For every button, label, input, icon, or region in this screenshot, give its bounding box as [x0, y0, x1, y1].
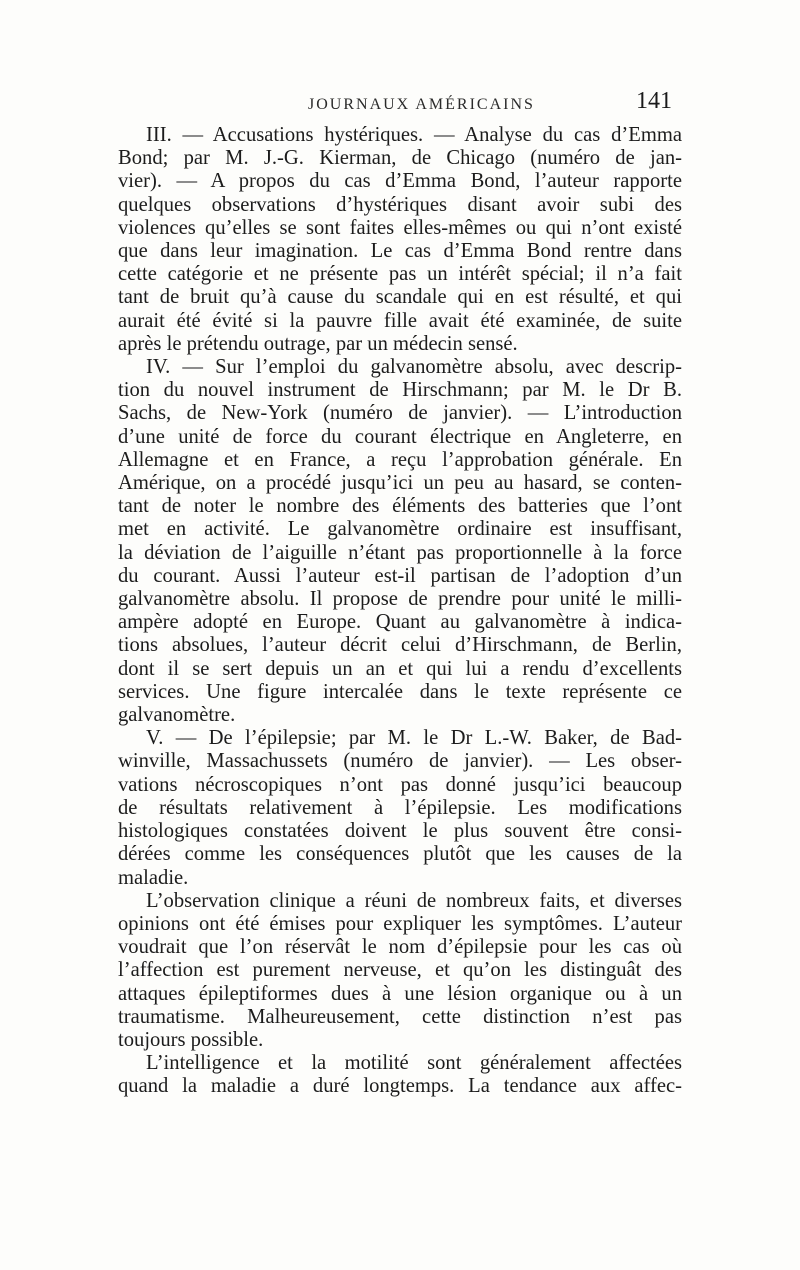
text-line: tions absolues, l’auteur décrit celui d’Hirschmann, de Berlin,: [118, 634, 682, 657]
text-line: histologiques constatées doivent le plus souvent être consi-: [118, 820, 682, 843]
page-header: [118, 88, 680, 124]
text-line: voudrait que l’on réservât le nom d’épilepsie pour les cas où: [118, 936, 682, 959]
text-line: III. — Accusations hystériques. — Analyse du cas d’Emma: [146, 124, 682, 146]
paragraph-observation-clinique: [118, 890, 682, 1052]
text-line: cette catégorie et ne présente pas un intérêt spécial; il n’a fait: [118, 263, 682, 286]
text-line: services. Une figure intercalée dans le texte représente ce: [118, 680, 682, 703]
page-number: 141: [636, 88, 672, 114]
text-line: L’observation clinique a réuni de nombreux faits, et diverses: [146, 889, 682, 912]
text-line: L’intelligence et la motilité sont généralement affectées: [146, 1052, 682, 1075]
text-line: IV. — Sur l’emploi du galvanomètre absolu, avec descrip-: [146, 356, 682, 379]
text-line: winville, Massachussets (numéro de janvier). — Les obser-: [118, 750, 682, 773]
text-line: tion du nouvel instrument de Hirschmann; par M. le Dr B.: [118, 379, 682, 402]
text-line: vier). — A propos du cas d’Emma Bond, l’auteur rapporte: [118, 170, 682, 193]
text-line: d’une unité de force du courant électrique en Angleterre, en: [118, 425, 682, 448]
text-line: galvanomètre.: [118, 704, 236, 727]
text-line: Amérique, on a procédé jusqu’ici un peu au hasard, se conten-: [118, 472, 682, 495]
text-line: après le prétendu outrage, par un médecin sensé.: [118, 332, 518, 355]
text-line: l’affection est purement nerveuse, et qu’on les distinguât des: [118, 959, 682, 982]
text-line: V. — De l’épilepsie; par M. le Dr L.-W. Baker, de Bad-: [146, 727, 682, 750]
paragraph-epilepsie: [118, 727, 682, 889]
body-text: [118, 124, 682, 1099]
text-line: vations nécroscopiques n’ont pas donné jusqu’ici beaucoup: [118, 773, 682, 796]
paragraph-intelligence-motilite: [118, 1052, 682, 1098]
text-line: Sachs, de New-York (numéro de janvier). — L’introduction: [118, 402, 682, 425]
text-line: ampère adopté en Europe. Quant au galvanomètre à indica-: [118, 611, 682, 634]
text-line: dont il se sert depuis un an et qui lui a rendu d’excellents: [118, 657, 682, 680]
text-line: maladie.: [118, 866, 189, 889]
text-line: aurait été évité si la pauvre fille avait été examinée, de suite: [118, 309, 682, 332]
text-line: opinions ont été émises pour expliquer les symptômes. L’auteur: [118, 912, 682, 935]
text-line: toujours possible.: [118, 1028, 264, 1051]
text-line: traumatisme. Malheureusement, cette distinction n’est pas: [118, 1005, 682, 1028]
paragraph-accusations-hysteriques: [118, 124, 682, 356]
text-line: quelques observations d’hystériques disant avoir subi des: [118, 193, 682, 216]
text-line: met en activité. Le galvanomètre ordinaire est insuffisant,: [118, 518, 682, 541]
text-line: galvanomètre absolu. Il propose de prendre pour unité le milli-: [118, 588, 682, 611]
text-line: que dans leur imagination. Le cas d’Emma Bond rentre dans: [118, 240, 682, 263]
text-line: de résultats relativement à l’épilepsie. Les modifications: [118, 796, 682, 819]
text-line: Bond; par M. J.-G. Kierman, de Chicago (numéro de jan-: [118, 147, 682, 170]
text-line: tant de bruit qu’à cause du scandale qui en est résulté, et qui: [118, 286, 682, 309]
text-line: du courant. Aussi l’auteur est-il partisan de l’adoption d’un: [118, 564, 682, 587]
text-line: dérées comme les conséquences plutôt que les causes de la: [118, 843, 682, 866]
text-line: Allemagne et en France, a reçu l’approbation générale. En: [118, 448, 682, 471]
text-line: tant de noter le nombre des éléments des batteries que l’ont: [118, 495, 682, 518]
running-head: JOURNAUX AMÉRICAINS: [308, 96, 535, 113]
text-line: la déviation de l’aiguille n’étant pas proportionnelle à la force: [118, 541, 682, 564]
text-line: violences qu’elles se sont faites elles-mêmes ou qui n’ont existé: [118, 216, 682, 239]
text-line: quand la maladie a duré longtemps. La tendance aux affec-: [118, 1075, 682, 1098]
paragraph-galvanometre-absolu: [118, 356, 682, 727]
text-line: attaques épileptiformes dues à une lésion organique ou à un: [118, 982, 682, 1005]
